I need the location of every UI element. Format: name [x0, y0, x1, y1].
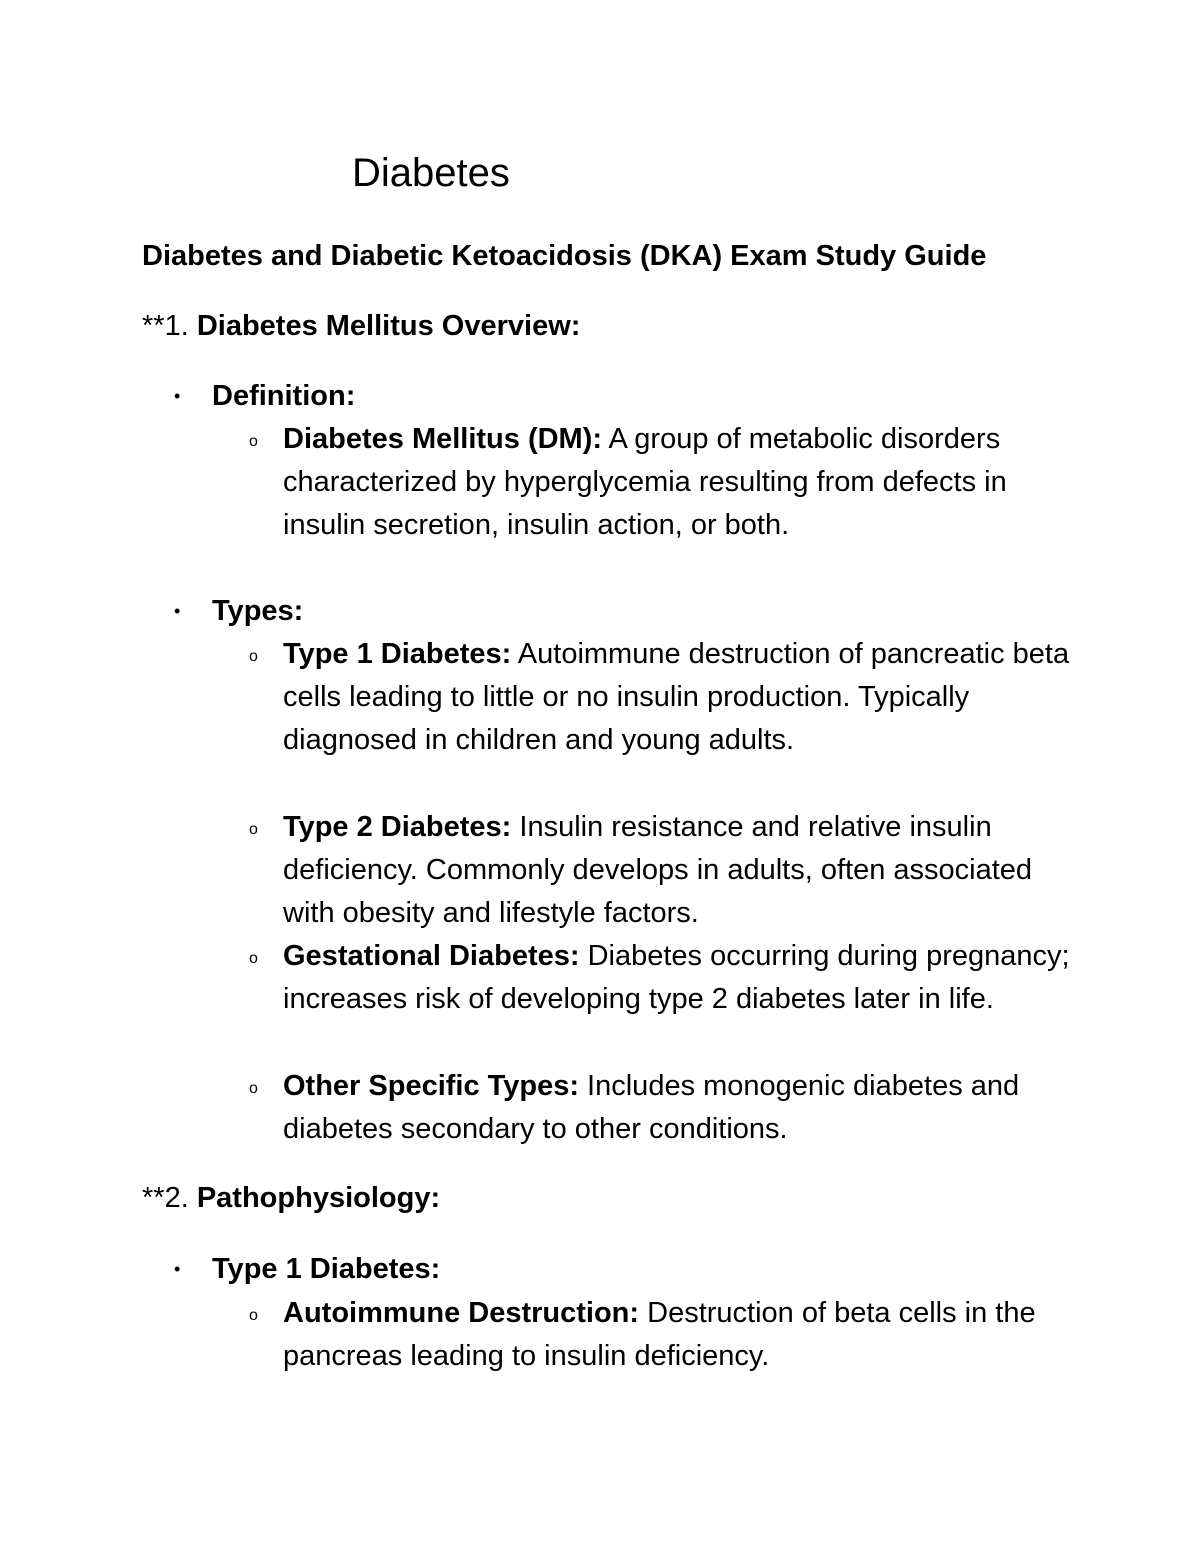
sub-item-gestational — [249, 935, 1073, 1021]
bullet-icon: • — [174, 601, 181, 621]
sub-item-other — [249, 1065, 1073, 1151]
section-heading-overview — [142, 306, 580, 346]
sub-item-text: Diabetes occurring during pregnancy; increases risk of developing type 2 diabetes later in life. — [283, 940, 1070, 1015]
sub-item-autoimmune — [249, 1292, 1073, 1378]
section-title: Diabetes Mellitus Overview: — [196, 310, 581, 342]
page-title: Diabetes — [352, 151, 510, 195]
circle-bullet-icon: o — [249, 950, 258, 967]
sub-item-text: A group of metabolic disorders characterized by hyperglycemia resulting from defects in insulin secretion, insulin action, or both. — [283, 423, 1007, 541]
section-number: **1. — [142, 310, 189, 342]
sub-item-type1 — [249, 633, 1073, 762]
section-number: **2. — [142, 1182, 189, 1214]
bullet-icon: • — [174, 1259, 181, 1279]
list-item-type1 — [174, 1248, 441, 1291]
sub-item-text: Insulin resistance and relative insulin deficiency. Commonly develops in adults, often associated with obesity and lifestyle factors. — [283, 811, 1033, 929]
list-item-label: Types: — [212, 595, 304, 627]
circle-bullet-icon: o — [249, 648, 258, 665]
sub-item-dm — [249, 418, 1073, 547]
document-subtitle: Diabetes and Diabetic Ketoacidosis (DKA) Exam Study Guide — [142, 240, 987, 272]
sub-item-term: Type 1 Diabetes: — [283, 638, 512, 670]
sub-item-type2 — [249, 806, 1073, 935]
circle-bullet-icon: o — [249, 433, 258, 450]
section-heading-pathophysiology — [142, 1178, 440, 1218]
sub-item-text: Autoimmune destruction of pancreatic beta cells leading to little or no insulin production. Typically diagnosed in children and young adults. — [283, 638, 1070, 756]
sub-item-term: Diabetes Mellitus (DM): — [283, 423, 603, 455]
list-item-types — [174, 590, 304, 633]
list-item-label: Definition: — [212, 380, 356, 412]
circle-bullet-icon: o — [249, 821, 258, 838]
circle-bullet-icon: o — [249, 1080, 258, 1097]
sub-item-term: Autoimmune Destruction: — [283, 1297, 640, 1329]
list-item-definition — [174, 375, 356, 418]
sub-item-term: Type 2 Diabetes: — [283, 811, 512, 843]
section-title: Pathophysiology: — [196, 1182, 441, 1214]
sub-item-text: Includes monogenic diabetes and diabetes secondary to other conditions. — [283, 1070, 1020, 1145]
sub-item-term: Gestational Diabetes: — [283, 940, 580, 972]
sub-item-term: Other Specific Types: — [283, 1070, 579, 1102]
circle-bullet-icon: o — [249, 1307, 258, 1324]
bullet-icon: • — [174, 386, 181, 406]
sub-item-text: Destruction of beta cells in the pancreas leading to insulin deficiency. — [283, 1297, 1036, 1372]
list-item-label: Type 1 Diabetes: — [212, 1253, 441, 1285]
